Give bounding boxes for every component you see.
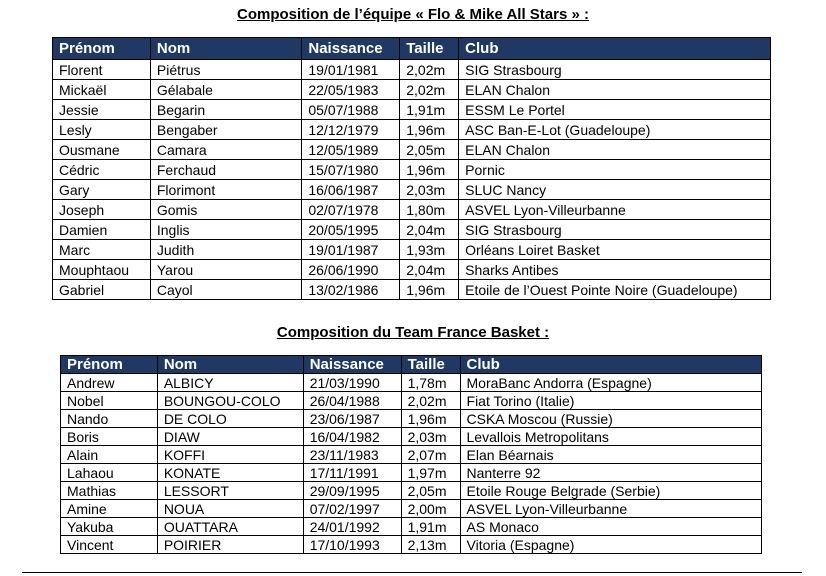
table-row [61, 410, 762, 428]
column-header-last-name: Nom [157, 356, 303, 374]
cell-last-name: Piétrus [150, 60, 301, 80]
cell-first-name: Nobel [61, 392, 158, 410]
cell-last-name: Bengaber [150, 120, 301, 140]
cell-first-name: Lahaou [61, 464, 158, 482]
cell-last-name: Cayol [150, 280, 301, 300]
cell-club: ASVEL Lyon-Villeurbanne [459, 200, 771, 220]
cell-height: 2,03m [401, 428, 460, 446]
cell-club: Orléans Loiret Basket [459, 240, 771, 260]
cell-first-name: Mickaël [53, 80, 151, 100]
column-header-club: Club [460, 356, 761, 374]
cell-height: 2,04m [400, 260, 459, 280]
cell-birth-date: 22/05/1983 [302, 80, 400, 100]
cell-birth-date: 21/03/1990 [303, 374, 401, 392]
cell-club: ELAN Chalon [459, 80, 771, 100]
cell-last-name: BOUNGOU-COLO [157, 392, 303, 410]
team2-table [60, 355, 762, 554]
cell-birth-date: 13/02/1986 [302, 280, 400, 300]
cell-birth-date: 15/07/1980 [302, 160, 400, 180]
cell-height: 2,13m [401, 536, 460, 554]
cell-first-name: Florent [53, 60, 151, 80]
column-header-height: Taille [400, 38, 459, 60]
cell-club: AS Monaco [460, 518, 761, 536]
cell-birth-date: 19/01/1987 [302, 240, 400, 260]
cell-club: SIG Strasbourg [459, 220, 771, 240]
cell-first-name: Yakuba [61, 518, 158, 536]
column-header-first-name: Prénom [61, 356, 158, 374]
cell-birth-date: 12/12/1979 [302, 120, 400, 140]
cell-last-name: Gomis [150, 200, 301, 220]
table-row [61, 446, 762, 464]
cell-height: 2,03m [400, 180, 459, 200]
cell-club: Nanterre 92 [460, 464, 761, 482]
cell-height: 2,00m [401, 500, 460, 518]
cell-birth-date: 17/11/1991 [303, 464, 401, 482]
cell-height: 2,02m [400, 60, 459, 80]
cell-height: 1,96m [400, 120, 459, 140]
cell-birth-date: 24/01/1992 [303, 518, 401, 536]
cell-first-name: Amine [61, 500, 158, 518]
cell-last-name: POIRIER [157, 536, 303, 554]
cell-first-name: Ousmane [53, 140, 151, 160]
cell-birth-date: 16/04/1982 [303, 428, 401, 446]
cell-first-name: Mouphtaou [53, 260, 151, 280]
cell-last-name: LESSORT [157, 482, 303, 500]
cell-last-name: Judith [150, 240, 301, 260]
team1-table [52, 37, 771, 300]
cell-last-name: Ferchaud [150, 160, 301, 180]
cell-birth-date: 23/06/1987 [303, 410, 401, 428]
cell-height: 2,02m [401, 392, 460, 410]
cell-height: 2,05m [400, 140, 459, 160]
table-row [61, 374, 762, 392]
table-row [53, 280, 771, 300]
cell-first-name: Marc [53, 240, 151, 260]
cell-birth-date: 26/06/1990 [302, 260, 400, 280]
cell-height: 1,78m [401, 374, 460, 392]
cell-first-name: Jessie [53, 100, 151, 120]
cell-last-name: DIAW [157, 428, 303, 446]
cell-last-name: Florimont [150, 180, 301, 200]
table-row [53, 120, 771, 140]
cell-height: 1,91m [401, 518, 460, 536]
table-row [53, 60, 771, 80]
cell-height: 1,80m [400, 200, 459, 220]
cell-club: CSKA Moscou (Russie) [460, 410, 761, 428]
cell-club: Etoile de l’Ouest Pointe Noire (Guadeloupe) [459, 280, 771, 300]
cell-birth-date: 29/09/1995 [303, 482, 401, 500]
cell-last-name: Inglis [150, 220, 301, 240]
cell-club: SIG Strasbourg [459, 60, 771, 80]
column-header-height: Taille [401, 356, 460, 374]
cell-birth-date: 26/04/1988 [303, 392, 401, 410]
cell-club: ASVEL Lyon-Villeurbanne [460, 500, 761, 518]
cell-club: Etoile Rouge Belgrade (Serbie) [460, 482, 761, 500]
column-header-birth-date: Naissance [303, 356, 401, 374]
cell-club: Elan Béarnais [460, 446, 761, 464]
cell-club: SLUC Nancy [459, 180, 771, 200]
team1-title: Composition de l’équipe « Flo & Mike All Stars » : [237, 6, 589, 23]
cell-first-name: Joseph [53, 200, 151, 220]
cell-height: 1,93m [400, 240, 459, 260]
table-row [53, 260, 771, 280]
cell-club: Fiat Torino (Italie) [460, 392, 761, 410]
cell-club: MoraBanc Andorra (Espagne) [460, 374, 761, 392]
table-row [61, 428, 762, 446]
cell-first-name: Alain [61, 446, 158, 464]
cell-birth-date: 19/01/1981 [302, 60, 400, 80]
cell-birth-date: 12/05/1989 [302, 140, 400, 160]
table-row [53, 240, 771, 260]
table-row [61, 518, 762, 536]
cell-last-name: KONATE [157, 464, 303, 482]
cell-club: ESSM Le Portel [459, 100, 771, 120]
column-header-last-name: Nom [150, 38, 301, 60]
table-row [61, 464, 762, 482]
cell-birth-date: 23/11/1983 [303, 446, 401, 464]
cell-first-name: Gabriel [53, 280, 151, 300]
table-row [53, 160, 771, 180]
table-row [53, 220, 771, 240]
cell-height: 1,96m [401, 410, 460, 428]
table-header-row [53, 38, 771, 60]
column-header-club: Club [459, 38, 771, 60]
team2-title: Composition du Team France Basket : [276, 324, 550, 341]
cell-club: Pornic [459, 160, 771, 180]
cell-last-name: ALBICY [157, 374, 303, 392]
cell-club: Sharks Antibes [459, 260, 771, 280]
cell-birth-date: 02/07/1978 [302, 200, 400, 220]
cell-first-name: Mathias [61, 482, 158, 500]
table-row [53, 140, 771, 160]
cell-height: 2,04m [400, 220, 459, 240]
cell-last-name: Begarin [150, 100, 301, 120]
table-row [61, 500, 762, 518]
column-header-birth-date: Naissance [302, 38, 400, 60]
table-header-row [61, 356, 762, 374]
cell-birth-date: 20/05/1995 [302, 220, 400, 240]
cell-height: 2,02m [400, 80, 459, 100]
cell-first-name: Nando [61, 410, 158, 428]
table-row [53, 200, 771, 220]
cell-height: 1,97m [401, 464, 460, 482]
bottom-rule [22, 572, 802, 573]
column-header-first-name: Prénom [53, 38, 151, 60]
table-row [53, 80, 771, 100]
cell-height: 1,91m [400, 100, 459, 120]
cell-last-name: Yarou [150, 260, 301, 280]
cell-first-name: Lesly [53, 120, 151, 140]
cell-last-name: Gélabale [150, 80, 301, 100]
cell-birth-date: 17/10/1993 [303, 536, 401, 554]
cell-last-name: NOUA [157, 500, 303, 518]
cell-first-name: Andrew [61, 374, 158, 392]
cell-last-name: KOFFI [157, 446, 303, 464]
cell-club: ELAN Chalon [459, 140, 771, 160]
cell-first-name: Cédric [53, 160, 151, 180]
cell-height: 1,96m [400, 280, 459, 300]
cell-birth-date: 07/02/1997 [303, 500, 401, 518]
cell-last-name: DE COLO [157, 410, 303, 428]
cell-height: 2,05m [401, 482, 460, 500]
table-row [61, 392, 762, 410]
cell-last-name: Camara [150, 140, 301, 160]
cell-club: ASC Ban-E-Lot (Guadeloupe) [459, 120, 771, 140]
table-row [53, 180, 771, 200]
cell-first-name: Vincent [61, 536, 158, 554]
cell-club: Levallois Metropolitans [460, 428, 761, 446]
cell-first-name: Gary [53, 180, 151, 200]
cell-birth-date: 16/06/1987 [302, 180, 400, 200]
cell-last-name: OUATTARA [157, 518, 303, 536]
table-row [53, 100, 771, 120]
cell-first-name: Damien [53, 220, 151, 240]
cell-height: 1,96m [400, 160, 459, 180]
table-row [61, 482, 762, 500]
cell-height: 2,07m [401, 446, 460, 464]
cell-first-name: Boris [61, 428, 158, 446]
table-row [61, 536, 762, 554]
cell-birth-date: 05/07/1988 [302, 100, 400, 120]
cell-club: Vitoria (Espagne) [460, 536, 761, 554]
